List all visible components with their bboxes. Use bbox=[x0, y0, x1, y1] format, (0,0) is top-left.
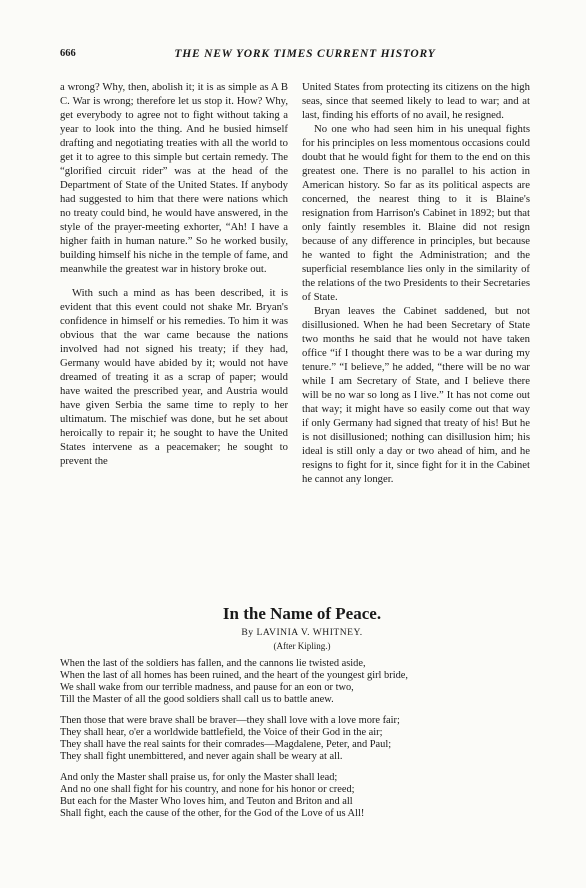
paragraph: a wrong? Why, then, abolish it; it is as simple as A B C. War is wrong; therefore let us stop it. How? Why, get everybody to agree not to fight without taking a year to look into the thing. And he busied himself drafting and negotiating treaties with all the world to get it to agree to this simple but certain remedy. The “glorified circuit rider” was at the head of the Department of State of the United States. If anybody had suggested to him that there were nations which no treaty could bind, he would have answered, in the style of the prayer-meeting exhorter, “Ah! I have a higher faith in human nature.” So he worked busily, building himself his niche in the temple of fame, and meanwhile the greatest war in history broke out. bbox=[60, 81, 288, 275]
poem bbox=[60, 604, 544, 820]
paragraph: No one who had seen him in his unequal fights for his principles on less momentous occasions could doubt that he would fight for them to the end on this greatest one. There is no parallel to his action in American history. So far as its political aspects are concerned, the nearest thing to it is Blaine's resignation from Harrison's Cabinet in 1892; but that only faintly resembles it. Blaine did not resign because of any difference in principles, but because he wanted to fight the Administration; and the superficial resemblance lies only in the similarity of the relations of the two Presidents to their Secretaries of State. bbox=[302, 123, 530, 303]
poem-line: We shall wake from our terrible madness, and pause for an eon or two, bbox=[60, 682, 354, 693]
poem-stanza bbox=[60, 658, 544, 706]
poem-line: And no one shall fight for his country, and none for his honor or creed; bbox=[60, 784, 355, 795]
paragraph: United States from protecting its citizens on the high seas, since that seemed likely to lead to war; and at last, finding his efforts of no avail, he resigned. bbox=[302, 81, 530, 121]
running-head: THE NEW YORK TIMES CURRENT HISTORY bbox=[174, 48, 436, 60]
poem-line: Then those that were brave shall be braver—they shall love with a love more fair; bbox=[60, 715, 400, 726]
poem-line: They shall hear, o'er a worldwide battlefield, the Voice of their God in the air; bbox=[60, 727, 383, 738]
poem-byline: By LAVINIA V. WHITNEY. bbox=[241, 627, 363, 638]
poem-stanza bbox=[60, 715, 544, 763]
poem-stanza bbox=[60, 772, 544, 820]
poem-line: They shall fight unembittered, and never again shall be weary at all. bbox=[60, 751, 343, 762]
poem-line: Till the Master of all the good soldiers shall call us to battle anew. bbox=[60, 694, 334, 705]
left-column bbox=[60, 80, 288, 468]
right-column bbox=[302, 80, 530, 486]
paragraph: With such a mind as has been described, it is evident that this event could not shake Mr. Bryan's confidence in himself or his remedies. To him it was obvious that the war came because the nations involved had not signed his treaty; if they had, Germany would have abided by it; would not have dreamed of treating it as a scrap of paper; would have waited the prescribed year, and Austria would have given Serbia the same time to reply to her ultimatum. The mischief was done, but he set about heroically to repair it; he sought to have the United States intervene as a peacemaker; he sought to prevent the bbox=[60, 287, 288, 467]
poem-line: Shall fight, each the cause of the other, for the God of the Love of us All! bbox=[60, 808, 365, 819]
poem-line: They shall have the real saints for their comrades—Magdalene, Peter, and Paul; bbox=[60, 739, 392, 750]
poem-line: When the last of all homes has been ruined, and the heart of the youngest girl bride, bbox=[60, 670, 408, 681]
poem-line: And only the Master shall praise us, for only the Master shall lead; bbox=[60, 772, 338, 783]
poem-line: When the last of the soldiers has fallen, and the cannons lie twisted aside, bbox=[60, 658, 366, 669]
page-header bbox=[60, 48, 550, 64]
poem-line: But each for the Master Who loves him, and Teuton and Briton and all bbox=[60, 796, 353, 807]
paragraph: Bryan leaves the Cabinet saddened, but not disillusioned. When he had been Secretary of State two months he said that he would not have taken office “if I thought there was to be a war during my tenure.” “I believe,” he added, “there will be no war while I am Secretary of State, and I believe there will be no war so long as I live.” It has not come out that way; it might have so easily come out that way if only Germany had signed that treaty of his! But he is not disillusioned; nothing can disillusion him; his ideal is still only a day or two ahead of him, and he resigns to fight for it, since fight for it in the Cabinet he cannot any longer. bbox=[302, 305, 530, 485]
poem-title: In the Name of Peace. bbox=[222, 604, 382, 623]
page-number: 666 bbox=[60, 48, 76, 59]
poem-note: (After Kipling.) bbox=[273, 641, 331, 651]
